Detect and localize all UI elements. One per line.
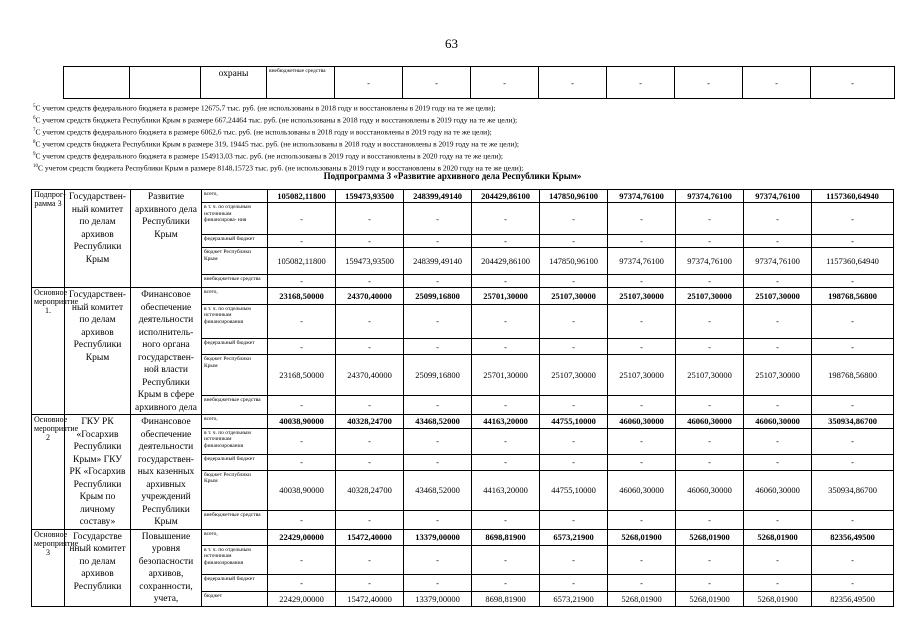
value-cell: - [812,454,894,470]
funding-source-cell: федеральный бюджет [202,235,268,248]
value-cell: - [744,454,812,470]
value-cell: 40328,24700 [336,470,404,511]
value-cell: - [676,338,744,355]
value-cell: 248399,49140 [404,190,472,203]
value-cell: 44163,20000 [472,415,540,429]
footnote-text: С учетом средств бюджета Республики Крым в размере 8148,15723 тыс. руб. (не использованы в 2019 году и восстановлены в 2020 году на те же цели); [38,163,524,173]
executor-cell: Государстве нный комитет по делам архивов Республики [65,529,131,606]
value-cell: - [675,67,743,99]
value-cell: - [336,235,404,248]
value-cell: - [472,395,540,414]
program-cell: Подпрог- рамма 3 [32,190,65,288]
budget-row [32,415,894,429]
value-cell: - [744,395,812,414]
value-cell: 25099,16800 [404,355,472,396]
value-cell: 159473,93500 [336,190,404,203]
value-cell: - [744,235,812,248]
footnote-text: С учетом средств федерального бюджета в размере 12675,7 тыс. руб. (не использованы в 2018 году и восстановлены в 2019 году на те же цели); [35,103,496,113]
value-cell: 6573,21900 [540,591,608,606]
value-cell: - [403,67,471,99]
budget-row [32,190,894,203]
value-cell: 15472,40000 [336,529,404,545]
footnote-text: С учетом средств федерального бюджета в размере 154913,03 тыс. руб. (не использованы в 2019 году и восстановлены в 2020 году на те же цели); [35,151,503,161]
measure-name-cell: Финансовое обеспечение деятельности государствен- ных казенных архивных учреждений Республики Крым [131,415,202,530]
value-cell: 97374,76100 [676,248,744,275]
value-cell: 147850,96100 [540,190,608,203]
value-cell: 40328,24700 [336,415,404,429]
value-cell: - [676,304,744,338]
funding-source-cell: федеральный бюджет [202,454,268,470]
funding-source-cell: федеральный бюджет [202,575,268,591]
value-cell: 43468,52000 [404,415,472,429]
value-cell: - [336,511,404,529]
value-cell: - [268,338,336,355]
program-cell: Основное мероприятие 1. [32,288,65,415]
value-cell: - [607,67,675,99]
value-cell: 5268,01900 [676,591,744,606]
value-cell: - [608,275,676,288]
value-cell: - [811,67,895,99]
value-cell: - [744,304,812,338]
value-cell: - [812,575,894,591]
value-cell: - [268,235,336,248]
value-cell: 23168,50000 [268,355,336,396]
value-cell: - [336,428,404,454]
value-cell: 13379,00000 [404,529,472,545]
value-cell: - [744,338,812,355]
funding-source-cell: внебюджетные средства [202,511,268,529]
value-cell: 8698,81900 [472,529,540,545]
value-cell: 8698,81900 [472,591,540,606]
value-cell: - [676,454,744,470]
value-cell: - [404,304,472,338]
value-cell: 82356,49500 [812,529,894,545]
value-cell: 25107,30000 [608,355,676,396]
executor-cell: ГКУ РК «Госархив Республики Крым» ГКУ РК «Госархив Республики Крым по личному составу» [65,415,131,530]
value-cell: 15472,40000 [336,591,404,606]
value-cell: 5268,01900 [744,591,812,606]
value-cell: - [404,454,472,470]
value-cell: - [540,454,608,470]
footnote [33,138,873,150]
value-cell: 40038,90000 [268,415,336,429]
value-cell: 97374,76100 [676,190,744,203]
value-cell: 25107,30000 [676,355,744,396]
value-cell: - [472,575,540,591]
value-cell: 82356,49500 [812,591,894,606]
value-cell: 46060,30000 [676,470,744,511]
value-cell: - [404,575,472,591]
footnote-text: С учетом средств бюджета Республики Крым в размере 667,24464 тыс. руб. (не использованы в 2018 году и восстановлены в 2019 году на те же цели); [35,115,518,125]
value-cell: - [676,545,744,575]
value-cell: 1157360,64940 [812,248,894,275]
value-cell: - [268,304,336,338]
value-cell: - [812,203,894,235]
value-cell: - [744,203,812,235]
value-cell: - [336,454,404,470]
value-cell: - [404,428,472,454]
value-cell: 24370,40000 [336,288,404,305]
value-cell: - [472,511,540,529]
value-cell: - [472,428,540,454]
value-cell: - [268,275,336,288]
value-cell: - [744,428,812,454]
value-cell: 44755,10000 [540,470,608,511]
value-cell: - [336,275,404,288]
value-cell: 147850,96100 [540,248,608,275]
value-cell: 5268,01900 [608,591,676,606]
funding-source-cell: всего, [202,415,268,429]
value-cell: 40038,90000 [268,470,336,511]
value-cell: - [335,67,403,99]
footnote [33,102,873,114]
value-cell: - [744,275,812,288]
value-cell: 25099,16800 [404,288,472,305]
value-cell: - [812,304,894,338]
executor-cell: Государствен- ный комитет по делам архивов Республики Крым [65,190,131,288]
value-cell: - [608,235,676,248]
value-cell: 46060,30000 [608,470,676,511]
budget-row [32,529,894,545]
value-cell: 350934,86700 [812,470,894,511]
value-cell: 22429,00000 [268,529,336,545]
value-cell: 24370,40000 [336,355,404,396]
value-cell: - [812,338,894,355]
value-cell: - [608,454,676,470]
value-cell: - [676,235,744,248]
footnote [33,150,873,162]
value-cell: - [404,275,472,288]
value-cell: - [676,511,744,529]
value-cell: - [471,67,539,99]
funding-source-cell: бюджет Республики Крым [202,248,268,275]
value-cell: - [268,575,336,591]
value-cell: - [404,338,472,355]
value-cell: - [608,428,676,454]
value-cell: 25107,30000 [744,288,812,305]
funding-source-cell: внебюджетные средства [202,275,268,288]
value-cell: - [812,545,894,575]
budget-row [32,288,894,305]
funding-source-cell: бюджет Республики Крым [202,470,268,511]
value-cell: - [608,545,676,575]
value-cell: 97374,76100 [608,248,676,275]
value-cell: - [540,545,608,575]
value-cell: 43468,52000 [404,470,472,511]
executor-cell [130,67,201,99]
value-cell: - [336,338,404,355]
value-cell: - [336,575,404,591]
value-cell: - [472,545,540,575]
value-cell: - [472,235,540,248]
value-cell: 25107,30000 [608,288,676,305]
funding-source-cell: в т. ч. по отдельным источникам финансирования [202,304,268,338]
value-cell: 248399,49140 [404,248,472,275]
executor-cell: Государствен- ный комитет по делам архивов Республики Крым [65,288,131,415]
program-cell: Основное мероприятие 3 [32,529,65,606]
footnote-mark: 5 [33,104,36,109]
value-cell: - [812,511,894,529]
value-cell: 5268,01900 [608,529,676,545]
value-cell: 25701,30000 [472,355,540,396]
value-cell: - [812,275,894,288]
value-cell: - [404,545,472,575]
footnote [33,114,873,126]
subprogram-title: Подпрограмма 3 «Развитие архивного дела Республики Крым» [323,171,582,181]
funding-source-cell: бюджет Республики Крым [202,355,268,396]
value-cell: 23168,50000 [268,288,336,305]
source-cell: внебюджетные средства [267,67,335,99]
footnote-mark: 6 [33,116,36,121]
measure-name-cell: Повышение уровня безопасности архивов, сохранности, учета, [131,529,202,606]
value-cell: - [268,454,336,470]
value-cell: - [540,338,608,355]
footnote-mark: 7 [33,128,36,133]
value-cell: 204429,86100 [472,248,540,275]
value-cell: - [743,67,811,99]
funding-source-cell: бюджет [202,591,268,606]
funding-source-cell: в т. ч. по отдельным источникам финансирования [202,545,268,575]
funding-source-cell: федеральный бюджет [202,338,268,355]
footnote-text: С учетом средств федерального бюджета в размере 6062,6 тыс. руб. (не использованы в 2018 году и восстановлены в 2019 году на те же цели); [35,127,492,137]
value-cell: - [676,428,744,454]
value-cell: - [336,545,404,575]
value-cell: - [540,511,608,529]
value-cell: - [540,395,608,414]
budget-table [31,189,894,607]
value-cell: - [404,203,472,235]
value-cell: - [268,428,336,454]
value-cell: 46060,30000 [744,415,812,429]
value-cell: - [540,235,608,248]
value-cell: 198768,56800 [812,355,894,396]
value-cell: - [608,395,676,414]
value-cell: 198768,56800 [812,288,894,305]
name-cell: охраны [201,67,267,99]
funding-source-cell: всего, [202,529,268,545]
measure-name-cell: Финансовое обеспечение деятельности исполнитель- ного органа государствен- ной власти Республики Крым в сфере архивного дела [131,288,202,415]
value-cell: - [472,275,540,288]
value-cell: - [472,338,540,355]
footnote [33,126,873,138]
value-cell: - [744,511,812,529]
value-cell: 105082,11800 [268,190,336,203]
value-cell: - [268,395,336,414]
value-cell: 25107,30000 [676,288,744,305]
funding-source-cell: всего, [202,190,268,203]
value-cell: - [540,428,608,454]
value-cell: - [744,545,812,575]
value-cell: 105082,11800 [268,248,336,275]
value-cell: - [812,395,894,414]
value-cell: - [540,304,608,338]
value-cell: - [472,203,540,235]
value-cell: 13379,00000 [404,591,472,606]
value-cell: - [608,575,676,591]
value-cell: 5268,01900 [676,529,744,545]
value-cell: 25107,30000 [540,355,608,396]
value-cell: 5268,01900 [744,529,812,545]
value-cell: - [608,304,676,338]
value-cell: 46060,30000 [744,470,812,511]
footnote-text: С учетом средств бюджета Республики Крым в размере 319, 19445 тыс. руб. (не использованы в 2018 году и восстановлены в 2019 году на те же цели); [35,139,519,149]
value-cell: - [608,338,676,355]
value-cell: - [404,511,472,529]
program-cell: Основное мероприятие 2 [32,415,65,530]
funding-source-cell: внебюджетные средства [202,395,268,414]
value-cell: - [540,203,608,235]
value-cell: 25107,30000 [744,355,812,396]
value-cell: 44755,10000 [540,415,608,429]
value-cell: - [268,511,336,529]
value-cell: 6573,21900 [540,529,608,545]
value-cell: 350934,86700 [812,415,894,429]
value-cell: - [608,203,676,235]
top-table-fragment [63,66,895,99]
value-cell: - [268,203,336,235]
value-cell: 204429,86100 [472,190,540,203]
value-cell: - [404,395,472,414]
footnotes [33,102,873,174]
value-cell: - [336,304,404,338]
funding-source-cell: в т. ч. по отдельным источникам финансирования [202,428,268,454]
value-cell: - [676,275,744,288]
value-cell: - [268,545,336,575]
footnote-mark: 10 [33,164,38,169]
value-cell: - [404,235,472,248]
value-cell: 97374,76100 [744,248,812,275]
value-cell: - [336,203,404,235]
value-cell: 25107,30000 [540,288,608,305]
value-cell: - [676,395,744,414]
top-table-row [64,67,895,99]
value-cell: - [540,275,608,288]
value-cell: - [676,203,744,235]
value-cell: 46060,30000 [676,415,744,429]
value-cell: 97374,76100 [744,190,812,203]
value-cell: 44163,20000 [472,470,540,511]
value-cell: - [608,511,676,529]
measure-name-cell: Развитие архивного дела Республики Крым [131,190,202,288]
funding-source-cell: в т. ч. по отдельным источникам финансирова- ния [202,203,268,235]
value-cell: 46060,30000 [608,415,676,429]
value-cell: 25701,30000 [472,288,540,305]
value-cell: - [812,428,894,454]
value-cell: 1157360,64940 [812,190,894,203]
value-cell: - [539,67,607,99]
footnote-mark: 9 [33,152,36,157]
footnote-mark: 8 [33,140,36,145]
program-cell [64,67,130,99]
value-cell: - [540,575,608,591]
value-cell: - [472,304,540,338]
value-cell: - [812,235,894,248]
page-number: 63 [445,36,458,51]
value-cell: - [336,395,404,414]
value-cell: 159473,93500 [336,248,404,275]
value-cell: - [744,575,812,591]
value-cell: - [676,575,744,591]
funding-source-cell: всего, [202,288,268,305]
value-cell: - [472,454,540,470]
value-cell: 97374,76100 [608,190,676,203]
value-cell: 22429,00000 [268,591,336,606]
